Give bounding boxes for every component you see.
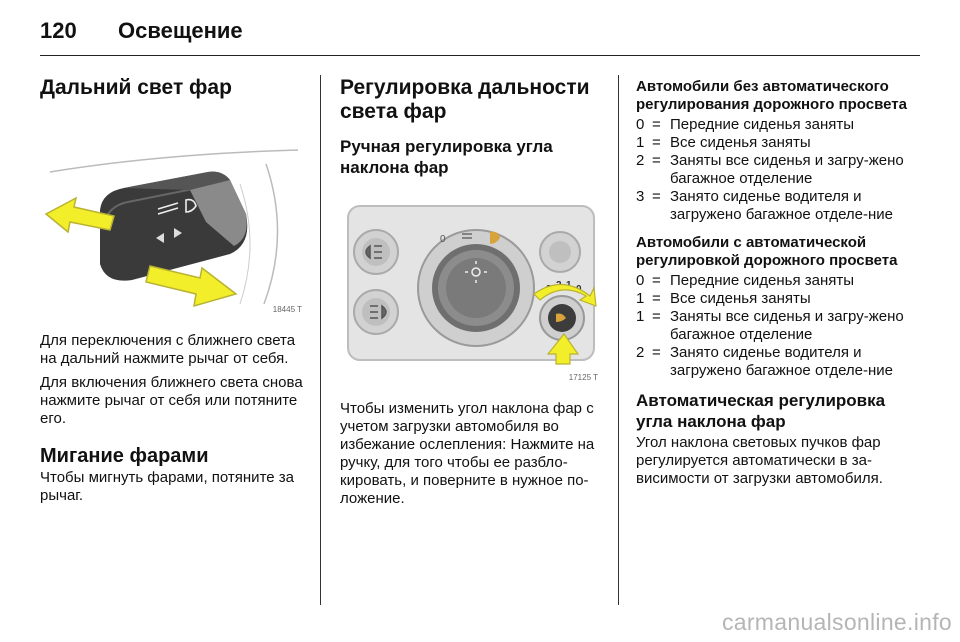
page-number: 120 <box>40 18 77 43</box>
setting-description: Передние сиденья заняты <box>670 116 855 133</box>
svg-text:0: 0 <box>440 234 446 245</box>
setting-key: 2 <box>636 344 645 361</box>
setting-key: 3 <box>636 188 645 205</box>
paragraph: Чтобы мигнуть фарами, потяните за рычаг. <box>40 469 294 504</box>
setting-description: Все сиденья заняты <box>670 134 811 151</box>
lever-illustration <box>40 114 306 316</box>
paragraph: Для включения ближнего света снова нажмите рычаг от себя или потяните его. <box>40 374 303 427</box>
page-title: Освещение <box>118 18 243 43</box>
figure-lever <box>40 114 306 316</box>
setting-list-auto <box>636 272 908 380</box>
subsection-heading-auto: Автомобили с автоматической регулировкой дорожного просвета <box>636 234 898 269</box>
list-item <box>636 344 908 380</box>
figure-code: 18445 T <box>272 305 302 314</box>
list-item <box>636 272 908 290</box>
paragraph: Для переключения с ближнего света на дальний нажмите рычаг от себя. <box>40 332 296 367</box>
setting-key: 1 <box>636 290 645 307</box>
equals-sign: = <box>652 272 661 289</box>
subsection-heading-manual: Ручная регулировка угла наклона фар <box>340 137 553 177</box>
control-panel-illustration <box>340 194 602 384</box>
column-right <box>636 70 908 488</box>
section-heading-flash: Мигание фарами <box>40 445 209 467</box>
paragraph: Угол наклона световых пучков фар регулируется автоматически в за-висимости от загрузки автомобиля. <box>636 434 883 487</box>
section-heading-headlamp-range: Регулировка дальности света фар <box>340 76 590 123</box>
subsection-heading-no-auto: Автомобили без автоматического регулирования дорожного просвета <box>636 78 907 113</box>
page-header <box>40 14 920 54</box>
column-divider <box>618 75 619 605</box>
list-item <box>636 308 908 344</box>
list-item <box>636 188 908 224</box>
list-item <box>636 152 908 188</box>
setting-description: Передние сиденья заняты <box>670 272 855 289</box>
list-item <box>636 134 908 152</box>
equals-sign: = <box>652 188 661 205</box>
setting-key: 2 <box>636 152 645 169</box>
header-rule <box>40 55 920 56</box>
equals-sign: = <box>652 134 661 151</box>
column-left <box>40 70 306 505</box>
setting-key: 1 <box>636 308 645 325</box>
section-heading-high-beam: Дальний свет фар <box>40 76 232 99</box>
equals-sign: = <box>652 308 661 325</box>
equals-sign: = <box>652 290 661 307</box>
setting-description: Заняты все сиденья и загру-жено багажное отделение <box>670 152 904 187</box>
column-divider <box>320 75 321 605</box>
equals-sign: = <box>652 116 661 133</box>
setting-key: 0 <box>636 116 645 133</box>
subsection-heading-automatic: Автоматическая регулировка угла наклона фар <box>636 391 886 431</box>
setting-description: Заняты все сиденья и загру-жено багажное отделение <box>670 308 904 343</box>
list-item <box>636 290 908 308</box>
setting-list-no-auto <box>636 116 908 224</box>
equals-sign: = <box>652 152 661 169</box>
column-middle <box>340 70 602 508</box>
figure-code: 17125 T <box>568 373 598 382</box>
watermark: carmanualsonline.info <box>721 609 952 635</box>
figure-control-panel <box>340 194 602 384</box>
paragraph: Чтобы изменить угол наклона фар с учетом загрузки автомобиля во избежание ослепления: Нажмите на ручку, для того чтобы ее разбло-кировать, и поверните в нужное по-ложение. <box>340 400 595 507</box>
setting-description: Занято сиденье водителя и загружено багажное отделе-ние <box>670 188 894 223</box>
list-item <box>636 116 908 134</box>
setting-key: 1 <box>636 134 645 151</box>
setting-description: Занято сиденье водителя и загружено багажное отделе-ние <box>670 344 894 379</box>
setting-description: Все сиденья заняты <box>670 290 811 307</box>
equals-sign: = <box>652 344 661 361</box>
setting-key: 0 <box>636 272 645 289</box>
